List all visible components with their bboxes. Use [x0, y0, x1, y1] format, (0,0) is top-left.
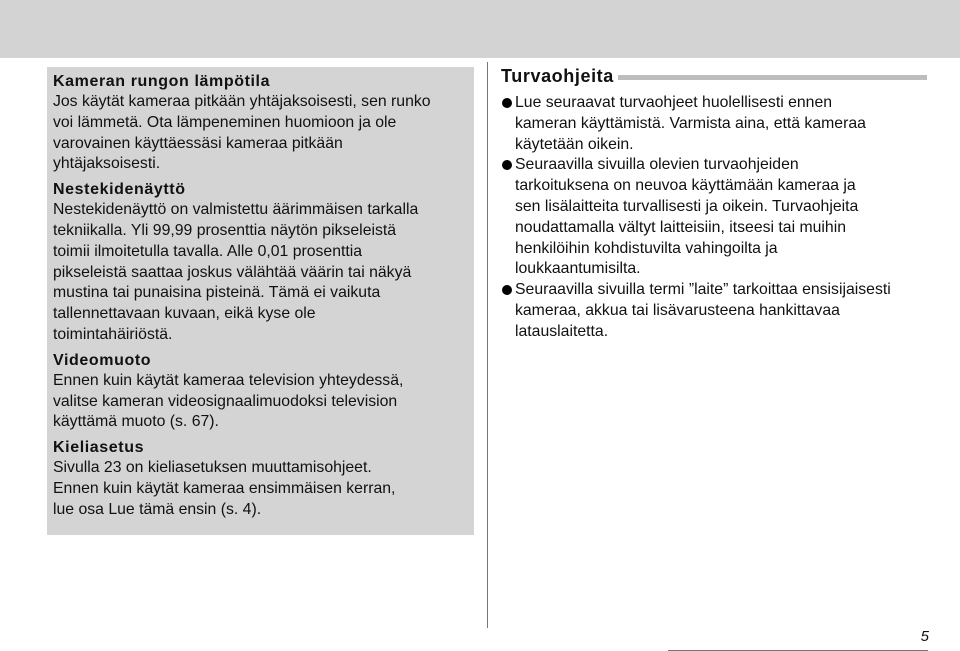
- text-line: noudattamalla vältyt laitteisiin, itseesi tai muihin: [515, 218, 847, 236]
- notes-box: [47, 67, 474, 535]
- text-line: Ennen kuin käytät kameraa television yhteydessä,: [53, 371, 404, 389]
- text-line: Ennen kuin käytät kameraa ensimmäisen kerran,: [53, 479, 396, 497]
- section-heading: Videomuoto: [53, 351, 152, 369]
- section-video-format: [53, 350, 468, 433]
- text-line: Sivulla 23 on kieliasetuksen muuttamisohjeet.: [53, 459, 372, 477]
- text-line: kameraa, akkua tai lisävarusteena hankittavaa: [515, 301, 840, 319]
- list-item: [501, 155, 931, 280]
- text-line: käyttämä muoto (s. 67).: [53, 413, 219, 431]
- text-line: lue osa Lue tämä ensin (s. 4).: [53, 500, 262, 518]
- list-item: [501, 93, 931, 155]
- text-line: Jos käytät kameraa pitkään yhtäjaksoisesti, sen runko: [53, 93, 431, 110]
- text-line: pikseleistä saattaa joskus välähtää väärin tai näkyä: [53, 263, 412, 281]
- header-band: [0, 0, 960, 58]
- section-body-temperature: [53, 71, 468, 175]
- text-line: valitse kameran videosignaalimuodoksi television: [53, 392, 398, 410]
- text-line: toimii ilmoitetulla tavalla. Alle 0,01 prosenttia: [53, 242, 363, 260]
- text-line: tarkoituksena on neuvoa käyttämään kameraa ja: [515, 177, 856, 195]
- safety-title-bar: [501, 64, 931, 90]
- text-line: Seuraavilla sivuilla olevien turvaohjeiden: [515, 156, 799, 174]
- section-heading: Nestekidenäyttö: [53, 181, 186, 199]
- section-heading: Kameran rungon lämpötila: [53, 73, 271, 90]
- text-line: toimintahäiriöstä.: [53, 325, 173, 343]
- section-lcd: [53, 179, 468, 346]
- text-line: tekniikalla. Yli 99,99 prosenttia näytön pikseleistä: [53, 221, 397, 239]
- text-line: voi lämmetä. Ota lämpeneminen huomioon ja ole: [53, 113, 397, 131]
- section-text: [53, 371, 468, 433]
- list-item: [501, 280, 931, 342]
- text-line: latauslaitetta.: [515, 322, 609, 340]
- safety-title: Turvaohjeita: [501, 64, 618, 88]
- section-text: [53, 458, 468, 520]
- text-line: Nestekidenäyttö on valmistettu äärimmäisen tarkalla: [53, 201, 419, 219]
- text-line: henkilöihin kohdistuvilta vahingoilta ja: [515, 239, 778, 257]
- section-language: [53, 437, 468, 520]
- text-line: mustina tai punaisina pisteinä. Tämä ei vaikuta: [53, 284, 381, 302]
- text-line: sen lisälaitteita turvallisesti ja oikein. Turvaohjeita: [515, 197, 859, 215]
- bullet-icon: [502, 98, 512, 108]
- text-line: Lue seuraavat turvaohjeet huolellisesti ennen: [515, 94, 833, 111]
- text-line: Seuraavilla sivuilla termi ”laite” tarkoittaa ensisijaisesti: [515, 281, 891, 299]
- bullet-icon: [502, 160, 512, 170]
- page-number: 5: [920, 628, 929, 645]
- safety-list: [501, 93, 931, 343]
- text-line: käytetään oikein.: [515, 135, 634, 153]
- text-line: tallennettavaan kuvaan, eikä kyse ole: [53, 305, 316, 323]
- safety-column: [501, 64, 931, 343]
- text-line: varovainen käyttäessäsi kameraa pitkään: [53, 134, 343, 152]
- bullet-icon: [502, 285, 512, 295]
- text-line: kameran käyttämistä. Varmista aina, että kameraa: [515, 114, 866, 132]
- column-divider: [487, 62, 488, 628]
- section-heading: Kieliasetus: [53, 439, 145, 457]
- section-text: [53, 92, 468, 175]
- text-line: loukkaantumisilta.: [515, 260, 641, 278]
- text-line: yhtäjaksoisesti.: [53, 155, 161, 173]
- section-text: [53, 200, 468, 346]
